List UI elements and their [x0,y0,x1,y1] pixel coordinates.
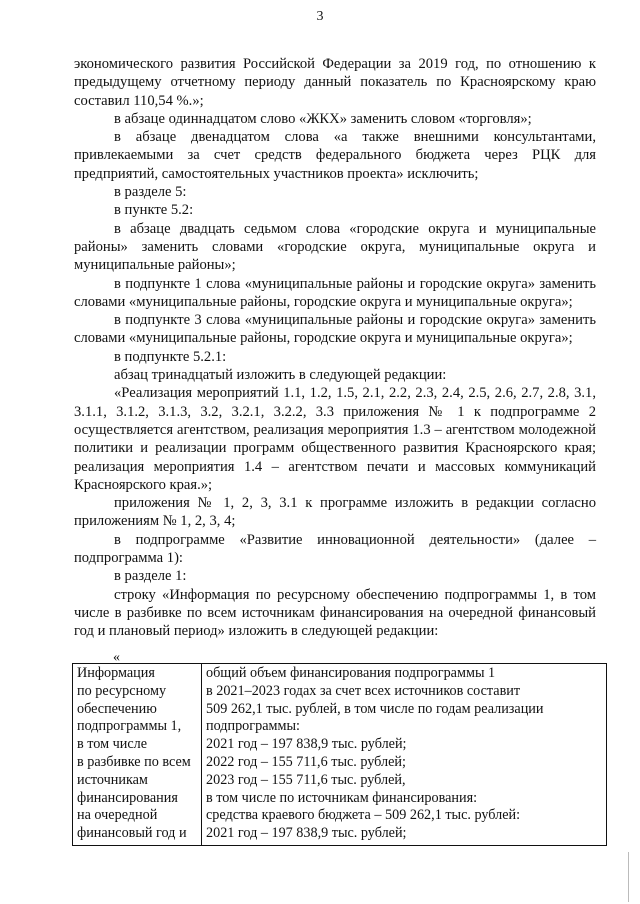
body-text [74,55,596,641]
paragraph: в разделе 1: [114,568,187,585]
value-line: средства краевого бюджета – 509 262,1 тыс. рублей: [206,807,521,824]
paragraph: абзац тринадцатый изложить в следующей редакции: [114,367,447,384]
value-line: 509 262,1 тыс. рублей, в том числе по годам реализации [206,700,544,717]
page-number: 3 [316,9,324,24]
resource-info-table [72,663,607,846]
label-line: финансирования [77,789,178,806]
label-line: в разбивке по всем [77,753,191,770]
paragraph: строку «Информация по ресурсному обеспечению подпрограммы 1, в том числе в разбивке по всем источникам финансирования на очередной финансовый год и плановый период» изложить в следующей редакции: [74,586,596,640]
opening-quote: « [113,650,120,665]
value-line: 2021 год – 197 838,9 тыс. рублей; [206,736,407,753]
paragraph: в абзаце одиннадцатом слово «ЖКХ» заменить словом «торговля»; [114,110,532,127]
paragraph: «Реализация мероприятий 1.1, 1.2, 1.5, 2.1, 2.2, 2.3, 2.4, 2.5, 2.6, 2.7, 2.8, 3.1, 3.1.1, 3.1.2, 3.1.3, 3.2, 3.2.1, 3.2.2, 3.3 приложения № 1 к подпрограмме 2 осуществляется агентством, реализация мероприятия 1.3 – агентством молодежной политики и реализации программ общественного развития Красноярского края; реализация мероприятия 1.4 – агентством печати и массовых коммуникаций Красноярского края.»; [74,385,596,493]
label-line: обеспечению [77,700,157,717]
paragraph: в подпрограмме «Развитие инновационной деятельности» (далее – подпрограмма 1): [74,531,596,567]
paragraph: в разделе 5: [114,184,187,201]
label-line: по ресурсному [77,682,167,699]
value-line: общий объем финансирования подпрограммы 1 [206,665,496,681]
value-line: в 2021–2023 годах за счет всех источников составит [206,682,521,699]
label-line: подпрограммы 1, [77,718,182,735]
paragraph: экономического развития Российской Федерации за 2019 год, по отношению к предыдущему отчетному периоду данный показатель по Красноярскому краю составил 110,54 %.»; [74,56,596,109]
label-line: на очередной [77,807,158,824]
table-cell-label [73,664,202,846]
label-line: в том числе [77,736,148,753]
value-line: 2021 год – 197 838,9 тыс. рублей; [206,825,407,842]
value-line: подпрограммы: [206,718,300,735]
paragraph: в подпункте 5.2.1: [114,348,227,365]
paragraph: в пункте 5.2: [114,202,194,219]
paragraph: в абзаце двенадцатом слова «а также внешними консультантами, привлекаемыми за счет средств федерального бюджета через РЦК для предприятий, самостоятельных участников проекта» исключить; [74,129,596,182]
paragraph: в подпункте 3 слова «муниципальные районы и городские округа» заменить словами «муниципальные районы, городские округа и муниципальные округа»; [74,312,596,347]
paragraph: в абзаце двадцать седьмом слова «городские округа и муниципальные районы» заменить словами «городские округа, муниципальные округа и муниципальные районы»; [74,220,596,274]
paragraph: приложения № 1, 2, 3, 3.1 к программе изложить в редакции согласно приложениям № 1, 2, 3, 4; [74,495,596,530]
table-row [73,664,607,846]
value-line: 2022 год – 155 711,6 тыс. рублей; [206,753,406,770]
value-line: 2023 год – 155 711,6 тыс. рублей, [206,771,406,788]
value-line: в том числе по источникам финансирования: [206,789,478,806]
label-line: источникам [77,771,148,788]
paragraph: в подпункте 1 слова «муниципальные районы и городские округа» заменить словами «муниципальные районы, городские округа и муниципальные округа»; [74,275,596,310]
label-line: Информация [77,665,155,681]
label-line: финансовый год и [77,825,187,842]
table-cell-value [202,664,607,846]
scan-edge-divider [628,852,629,902]
